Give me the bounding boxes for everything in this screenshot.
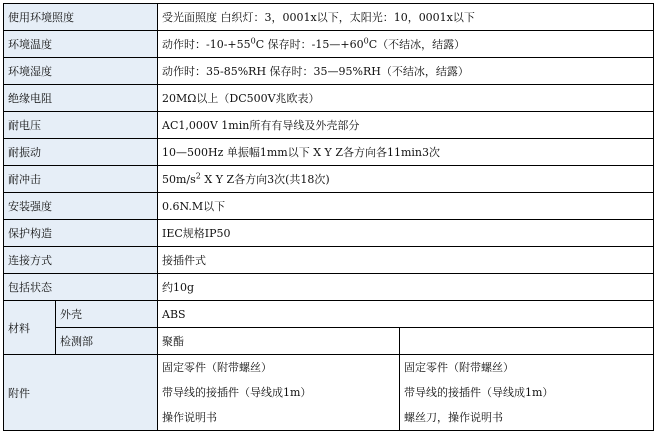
material-shell-label: 外壳 <box>56 301 158 328</box>
table-row <box>4 328 654 355</box>
row-label: 环境温度 <box>4 31 158 58</box>
list-item: 带导线的接插件（导线成1m） <box>404 386 554 399</box>
list-item: 固定零件（附带螺丝） <box>162 361 272 374</box>
accessory-col2 <box>400 355 654 431</box>
table-row <box>4 301 654 328</box>
row-label: 包括状态 <box>4 274 158 301</box>
table-row <box>4 31 654 58</box>
row-label: 绝缘电阻 <box>4 85 158 112</box>
spec-table <box>3 3 654 431</box>
row-value: AC1,000V 1min所有有导线及外壳部分 <box>158 112 654 139</box>
table-row <box>4 193 654 220</box>
material-detect-empty <box>400 328 654 355</box>
table-row <box>4 220 654 247</box>
list-item: 螺丝刀，操作说明书 <box>404 411 503 424</box>
list-item: 操作说明书 <box>162 411 217 424</box>
row-value: IEC规格IP50 <box>158 220 654 247</box>
table-row <box>4 166 654 193</box>
row-label: 使用环境照度 <box>4 4 158 31</box>
row-value: 10—500Hz 单振幅1mm以下 X Y Z各方向各11min3次 <box>158 139 654 166</box>
table-row <box>4 247 654 274</box>
row-label: 耐冲击 <box>4 166 158 193</box>
row-value: 0.6N.M以下 <box>158 193 654 220</box>
row-value: 动作时：$-10-+55^0C$ 保存时：$-15—+60^0C$（不结冰，结露） <box>158 31 654 58</box>
row-label: 耐电压 <box>4 112 158 139</box>
table-row <box>4 58 654 85</box>
row-label: 安装强度 <box>4 193 158 220</box>
row-value: 20MΩ以上（DC500V兆欧表） <box>158 85 654 112</box>
accessory-col1 <box>158 355 400 431</box>
row-label: 耐振动 <box>4 139 158 166</box>
row-value: $50m/s^2$ X Y Z各方向3次(共18次) <box>158 166 654 193</box>
row-value: 约10g <box>158 274 654 301</box>
list-item: 固定零件（附带螺丝） <box>404 361 514 374</box>
table-row <box>4 355 654 431</box>
table-row <box>4 4 654 31</box>
row-value: 接插件式 <box>158 247 654 274</box>
material-shell-value: ABS <box>158 301 654 328</box>
table-row <box>4 85 654 112</box>
material-detect-label: 检测部 <box>56 328 158 355</box>
row-label: 连接方式 <box>4 247 158 274</box>
material-label: 材料 <box>4 301 56 355</box>
row-value: 动作时：35-85%RH 保存时：35—95%RH（不结冰，结露） <box>158 58 654 85</box>
material-detect-value: 聚酯 <box>158 328 400 355</box>
row-label: 保护构造 <box>4 220 158 247</box>
row-value: 受光面照度 白织灯：3，0001x以下，太阳光：10，0001x以下 <box>158 4 654 31</box>
table-row <box>4 139 654 166</box>
list-item: 带导线的接插件（导线成1m） <box>162 386 312 399</box>
table-row <box>4 274 654 301</box>
row-label: 环境湿度 <box>4 58 158 85</box>
table-row <box>4 112 654 139</box>
accessory-label: 附件 <box>4 355 158 431</box>
